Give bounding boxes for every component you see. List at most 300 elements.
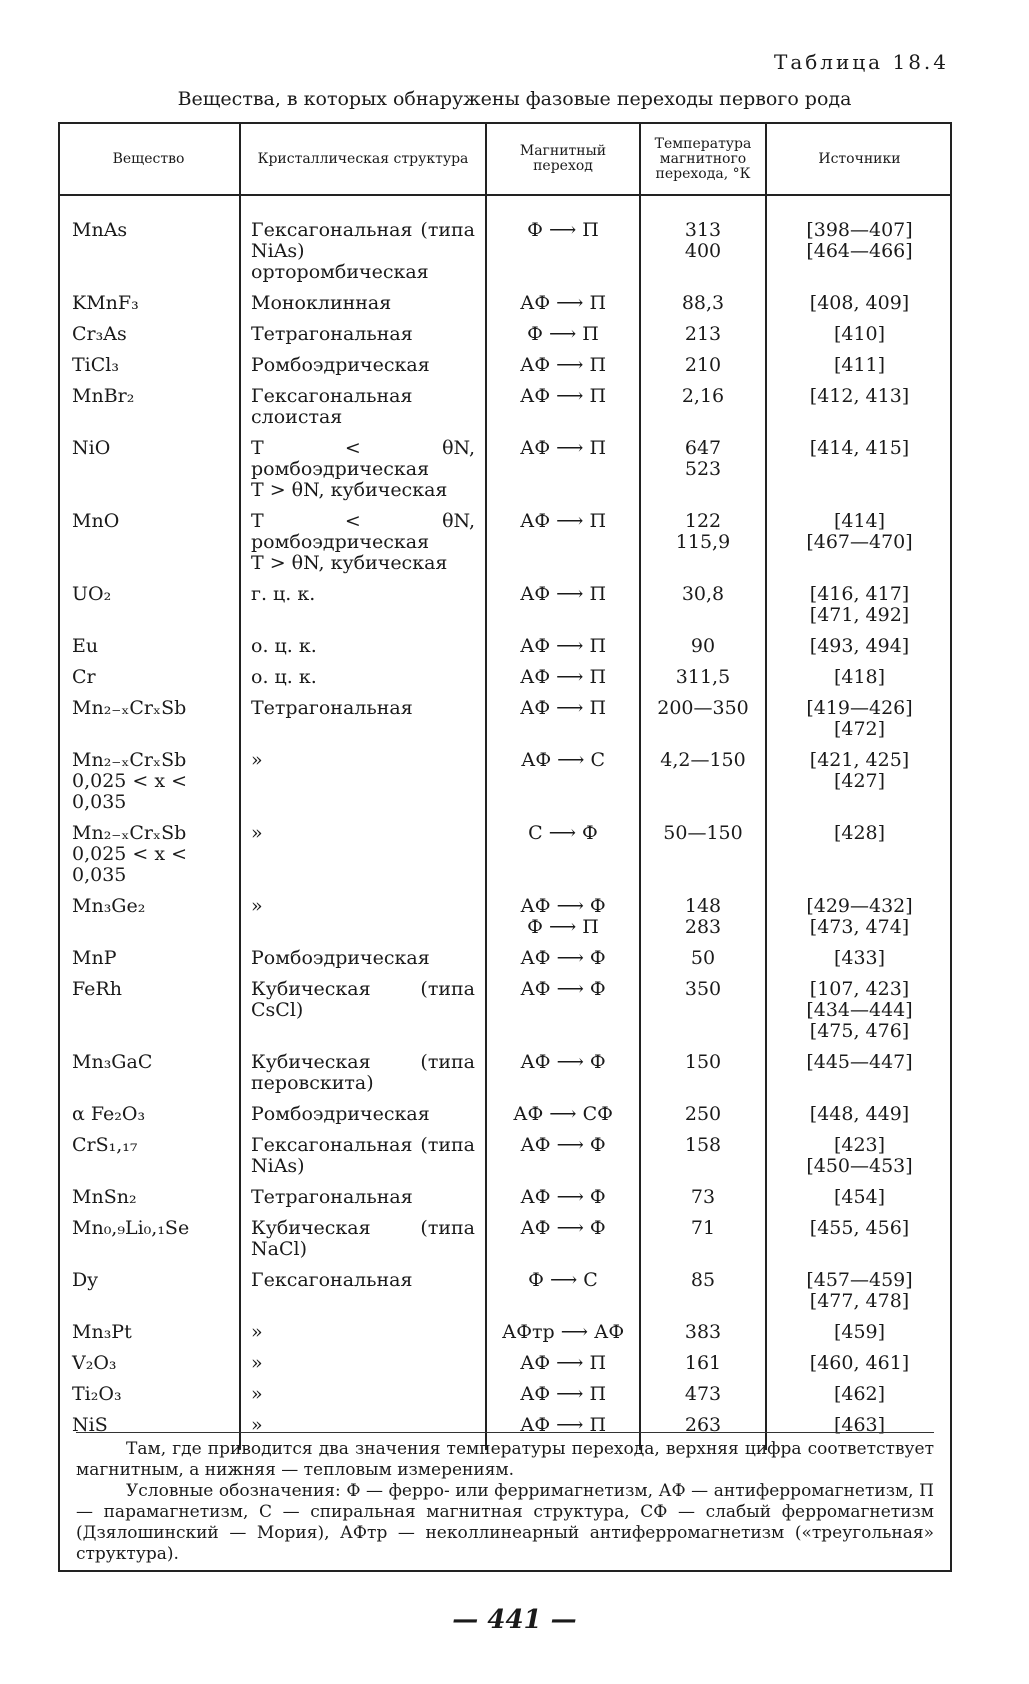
cell-substance <box>58 195 240 293</box>
cell-temperature <box>640 195 766 293</box>
cell-substance <box>58 750 240 823</box>
cell-magnetic <box>486 324 640 355</box>
cell-sources-line: [412, 413] <box>809 385 910 407</box>
cell-temperature <box>640 750 766 823</box>
cell-sources-line: [462] <box>833 1383 886 1405</box>
cell-sources <box>766 195 952 293</box>
cell-structure-line: Ромбоэдрическая <box>251 947 430 969</box>
cell-sources-line: [493, 494] <box>809 635 910 657</box>
cell-magnetic <box>486 355 640 386</box>
table-row <box>58 584 952 636</box>
cell-temperature-line: 71 <box>690 1217 716 1239</box>
cell-substance-line: Mn₂₋ₓCrₓSb <box>72 697 187 719</box>
cell-magnetic <box>486 1135 640 1187</box>
header-sources: Источники <box>766 123 952 195</box>
cell-sources <box>766 1187 952 1218</box>
cell-structure <box>240 1353 486 1384</box>
cell-magnetic <box>486 438 640 511</box>
cell-temperature <box>640 1104 766 1135</box>
cell-temperature-line: 250 <box>684 1103 722 1125</box>
cell-sources-line: [414] <box>833 510 886 532</box>
table-row <box>58 1104 952 1135</box>
cell-sources-line: [450—453] <box>806 1155 913 1177</box>
note-paragraph: Условные обозначения: Ф — ферро- или ферримагнетизм, АФ — антиферромагнетизм, П — парамагнетизм, С — спиральная магнитная структура, СФ — слабый ферромагнетизм (Дзялошинский — Мория), АФтр — неколлинеарный антиферромагнетизм («треугольная» структура). <box>76 1481 934 1564</box>
cell-magnetic-line: АФ ⟶ Ф <box>520 1217 606 1239</box>
cell-structure <box>240 324 486 355</box>
cell-sources <box>766 1322 952 1353</box>
cell-temperature-line: 383 <box>684 1321 722 1343</box>
cell-structure-line: Гексагональная (типа NiAs) орторомбическая <box>251 219 475 283</box>
cell-temperature <box>640 1187 766 1218</box>
table-row <box>58 667 952 698</box>
cell-structure <box>240 667 486 698</box>
cell-sources <box>766 1353 952 1384</box>
cell-magnetic-line: АФ ⟶ Ф <box>520 1051 606 1073</box>
cell-structure-line: Гексагональная (типа NiAs) <box>251 1134 475 1177</box>
table-row <box>58 698 952 750</box>
cell-substance <box>58 324 240 355</box>
cell-structure <box>240 1270 486 1322</box>
header-temperature: Температура магнитного перехода, °К <box>640 123 766 195</box>
table-row <box>58 355 952 386</box>
table-row <box>58 636 952 667</box>
cell-structure-line: Ромбоэдрическая <box>251 1103 430 1125</box>
cell-temperature <box>640 324 766 355</box>
cell-temperature-line: 263 <box>684 1414 722 1436</box>
cell-sources-line: [416, 417] <box>809 583 910 605</box>
cell-temperature <box>640 1270 766 1322</box>
table-row <box>58 1384 952 1415</box>
cell-sources <box>766 1135 952 1187</box>
cell-structure-line: » <box>251 1414 263 1436</box>
cell-structure <box>240 823 486 896</box>
cell-structure-line: Тетрагональная <box>251 697 413 719</box>
cell-sources <box>766 698 952 750</box>
cell-substance-line: CrS₁,₁₇ <box>72 1134 138 1156</box>
cell-magnetic-line: АФ ⟶ П <box>519 583 607 605</box>
cell-structure-line: о. ц. к. <box>251 666 317 688</box>
cell-magnetic-line: АФ ⟶ П <box>519 385 607 407</box>
table-row <box>58 324 952 355</box>
cell-magnetic <box>486 1384 640 1415</box>
cell-sources-line: [463] <box>833 1414 886 1436</box>
cell-substance-line: KMnF₃ <box>72 292 139 314</box>
cell-sources <box>766 667 952 698</box>
cell-sources <box>766 1104 952 1135</box>
cell-temperature-line: 647 <box>684 437 722 459</box>
note-paragraph: Там, где приводится два значения температуры перехода, верхняя цифра соответствует магнитным, а нижняя — тепловым измерениям. <box>76 1439 934 1480</box>
cell-temperature-line: 200—350 <box>657 697 749 719</box>
cell-magnetic-line: АФ ⟶ Ф <box>520 978 606 1000</box>
cell-structure-line: Моноклинная <box>251 292 392 314</box>
cell-sources-line: [410] <box>833 323 886 345</box>
cell-structure-line: » <box>251 1352 263 1374</box>
cell-sources-line: [427] <box>833 770 886 792</box>
cell-sources-line: [429—432] <box>806 895 913 917</box>
cell-temperature-line: 2,16 <box>681 385 725 407</box>
cell-temperature-line: 88,3 <box>681 292 725 314</box>
cell-sources-line: [408, 409] <box>809 292 910 314</box>
cell-substance-line: TiCl₃ <box>72 354 119 376</box>
cell-magnetic <box>486 511 640 584</box>
cell-structure <box>240 1218 486 1270</box>
table-row <box>58 948 952 979</box>
cell-structure <box>240 386 486 438</box>
cell-temperature <box>640 438 766 511</box>
cell-substance-line: MnAs <box>72 219 128 241</box>
cell-structure <box>240 584 486 636</box>
cell-sources-line: [477, 478] <box>809 1290 910 1312</box>
header-substance: Вещество <box>58 123 240 195</box>
table-row <box>58 438 952 511</box>
cell-sources <box>766 511 952 584</box>
cell-magnetic-line: АФ ⟶ П <box>519 354 607 376</box>
cell-substance <box>58 823 240 896</box>
cell-structure <box>240 1104 486 1135</box>
table-row <box>58 1135 952 1187</box>
cell-substance-line: V₂O₃ <box>72 1352 117 1374</box>
cell-magnetic-line: АФтр ⟶ АФ <box>501 1321 625 1343</box>
cell-structure-line: Тетрагональная <box>251 323 413 345</box>
cell-structure-line: Кубическая (типа CsCl) <box>251 978 475 1021</box>
cell-substance-line: 0,025 < x < 0,035 <box>72 843 188 886</box>
header-structure: Кристаллическая структура <box>240 123 486 195</box>
cell-substance-line: Ti₂O₃ <box>72 1383 122 1405</box>
cell-temperature-line: 158 <box>684 1134 722 1156</box>
cell-sources <box>766 896 952 948</box>
cell-temperature-line: 73 <box>690 1186 716 1208</box>
cell-structure <box>240 438 486 511</box>
cell-sources <box>766 1052 952 1104</box>
cell-sources <box>766 1218 952 1270</box>
cell-structure-line: » <box>251 1383 263 1405</box>
cell-magnetic-line: АФ ⟶ П <box>519 666 607 688</box>
cell-sources-line: [455, 456] <box>809 1217 910 1239</box>
table-row <box>58 1270 952 1322</box>
cell-substance-line: Mn₃GaC <box>72 1051 153 1073</box>
cell-sources-line: [419—426] <box>806 697 913 719</box>
cell-substance-line: MnO <box>72 510 120 532</box>
cell-magnetic <box>486 750 640 823</box>
cell-substance <box>58 438 240 511</box>
table-caption: Вещества, в которых обнаружены фазовые переходы первого рода <box>177 88 852 110</box>
cell-magnetic <box>486 636 640 667</box>
cell-magnetic-line: АФ ⟶ СФ <box>513 1103 613 1125</box>
cell-sources <box>766 979 952 1052</box>
cell-magnetic <box>486 667 640 698</box>
table-row <box>58 1187 952 1218</box>
cell-substance <box>58 979 240 1052</box>
cell-sources <box>766 355 952 386</box>
cell-substance <box>58 1135 240 1187</box>
cell-substance <box>58 386 240 438</box>
cell-temperature-line: 50—150 <box>663 822 743 844</box>
cell-magnetic-line: АФ ⟶ П <box>519 510 607 532</box>
cell-temperature <box>640 979 766 1052</box>
cell-sources-line: [473, 474] <box>809 916 910 938</box>
cell-temperature <box>640 355 766 386</box>
cell-temperature <box>640 1322 766 1353</box>
cell-magnetic <box>486 979 640 1052</box>
cell-sources <box>766 1270 952 1322</box>
cell-magnetic-line: АФ ⟶ П <box>519 437 607 459</box>
cell-structure-line: Кубическая (типа NaCl) <box>251 1217 475 1260</box>
cell-sources-line: [418] <box>833 666 886 688</box>
table-row <box>58 1218 952 1270</box>
cell-sources-line: [459] <box>833 1321 886 1343</box>
cell-substance <box>58 1052 240 1104</box>
table-row <box>58 750 952 823</box>
cell-temperature <box>640 667 766 698</box>
cell-structure <box>240 195 486 293</box>
cell-substance-line: FeRh <box>72 978 122 1000</box>
cell-sources-line: [428] <box>833 822 886 844</box>
cell-sources-line: [411] <box>833 354 886 376</box>
cell-sources <box>766 293 952 324</box>
cell-temperature-line: 148 <box>684 895 722 917</box>
cell-sources <box>766 324 952 355</box>
cell-magnetic-line: АФ ⟶ Ф <box>520 1134 606 1156</box>
cell-structure-line: » <box>251 1321 263 1343</box>
cell-substance <box>58 1322 240 1353</box>
cell-magnetic <box>486 293 640 324</box>
cell-sources-line: [472] <box>833 718 886 740</box>
cell-temperature-line: 473 <box>684 1383 722 1405</box>
cell-substance <box>58 584 240 636</box>
cell-magnetic-line: Ф ⟶ П <box>527 323 599 345</box>
cell-sources-line: [471, 492] <box>809 604 910 626</box>
cell-magnetic <box>486 386 640 438</box>
cell-structure <box>240 1135 486 1187</box>
cell-magnetic <box>486 1104 640 1135</box>
transitions-table <box>58 122 952 1450</box>
cell-structure-line: Гексагональная <box>251 1269 413 1291</box>
cell-sources-line: [398—407] <box>806 219 913 241</box>
cell-structure-line: Кубическая (типа перовскита) <box>251 1051 475 1094</box>
cell-temperature-line: 523 <box>684 458 722 480</box>
cell-magnetic <box>486 1353 640 1384</box>
cell-substance-line: NiS <box>72 1414 108 1436</box>
cell-structure <box>240 1384 486 1415</box>
cell-temperature <box>640 1135 766 1187</box>
cell-magnetic <box>486 1218 640 1270</box>
cell-substance-line: Mn₃Ge₂ <box>72 895 146 917</box>
cell-sources <box>766 438 952 511</box>
cell-temperature-line: 150 <box>684 1051 722 1073</box>
cell-structure <box>240 698 486 750</box>
cell-substance-line: NiO <box>72 437 111 459</box>
cell-substance <box>58 293 240 324</box>
cell-structure <box>240 293 486 324</box>
cell-structure-line: T > θN, кубическая <box>251 552 448 574</box>
cell-temperature <box>640 896 766 948</box>
cell-magnetic-line: АФ ⟶ П <box>519 697 607 719</box>
cell-sources-line: [448, 449] <box>809 1103 910 1125</box>
cell-temperature-line: 30,8 <box>681 583 725 605</box>
cell-magnetic <box>486 698 640 750</box>
cell-sources <box>766 750 952 823</box>
cell-substance <box>58 698 240 750</box>
cell-temperature-line: 122 <box>684 510 722 532</box>
cell-temperature <box>640 1052 766 1104</box>
cell-structure-line: о. ц. к. <box>251 635 317 657</box>
cell-substance-line: Cr <box>72 666 96 688</box>
table-row <box>58 979 952 1052</box>
cell-sources-line: [421, 425] <box>809 749 910 771</box>
cell-substance-line: 0,025 < x < 0,035 <box>72 770 188 813</box>
cell-temperature-line: 85 <box>690 1269 716 1291</box>
cell-magnetic-line: АФ ⟶ С <box>520 749 605 771</box>
cell-sources-line: [467—470] <box>806 531 913 553</box>
cell-sources-line: [434—444] <box>806 999 913 1021</box>
cell-structure <box>240 1052 486 1104</box>
cell-magnetic-line: АФ ⟶ Ф <box>520 895 606 917</box>
cell-substance <box>58 1353 240 1384</box>
cell-structure <box>240 1187 486 1218</box>
cell-magnetic <box>486 195 640 293</box>
cell-magnetic <box>486 896 640 948</box>
table-row <box>58 511 952 584</box>
cell-temperature <box>640 1218 766 1270</box>
cell-structure <box>240 896 486 948</box>
header-magnetic: Магнитный переход <box>486 123 640 195</box>
cell-substance-line: Mn₂₋ₓCrₓSb <box>72 749 187 771</box>
cell-substance-line: MnBr₂ <box>72 385 135 407</box>
cell-structure-line: » <box>251 895 263 917</box>
cell-magnetic <box>486 1052 640 1104</box>
cell-magnetic-line: АФ ⟶ Ф <box>520 947 606 969</box>
cell-sources-line: [107, 423] <box>809 978 910 1000</box>
cell-substance-line: α Fe₂O₃ <box>72 1103 146 1125</box>
cell-structure <box>240 355 486 386</box>
cell-magnetic <box>486 823 640 896</box>
cell-structure-line: T < θN, ромбоэдрическая <box>251 510 475 553</box>
cell-magnetic-line: АФ ⟶ Ф <box>520 1186 606 1208</box>
cell-structure <box>240 750 486 823</box>
cell-substance <box>58 667 240 698</box>
cell-structure <box>240 511 486 584</box>
table-row <box>58 386 952 438</box>
cell-structure-line: T > θN, кубическая <box>251 479 448 501</box>
cell-substance-line: Mn₂₋ₓCrₓSb <box>72 822 187 844</box>
cell-structure-line: » <box>251 822 263 844</box>
cell-substance-line: Cr₃As <box>72 323 127 345</box>
page-number: — 441 — <box>452 1605 577 1635</box>
cell-substance <box>58 511 240 584</box>
cell-sources-line: [457—459] <box>806 1269 913 1291</box>
cell-temperature <box>640 823 766 896</box>
table-body <box>58 195 952 1450</box>
cell-magnetic-line: АФ ⟶ П <box>519 1352 607 1374</box>
cell-magnetic-line: АФ ⟶ П <box>519 1383 607 1405</box>
cell-substance <box>58 636 240 667</box>
cell-temperature-line: 400 <box>684 240 722 262</box>
cell-temperature-line: 350 <box>684 978 722 1000</box>
cell-sources-line: [464—466] <box>806 240 913 262</box>
cell-sources-line: [414, 415] <box>809 437 910 459</box>
cell-temperature <box>640 636 766 667</box>
cell-temperature-line: 283 <box>684 916 722 938</box>
cell-temperature-line: 311,5 <box>675 666 731 688</box>
cell-temperature <box>640 511 766 584</box>
cell-substance <box>58 1187 240 1218</box>
cell-structure-line: Ромбоэдрическая <box>251 354 430 376</box>
cell-substance <box>58 1270 240 1322</box>
cell-temperature-line: 161 <box>684 1352 722 1374</box>
cell-sources-line: [445—447] <box>806 1051 913 1073</box>
cell-substance-line: UO₂ <box>72 583 112 605</box>
cell-substance <box>58 1104 240 1135</box>
cell-structure <box>240 979 486 1052</box>
cell-substance-line: Eu <box>72 635 99 657</box>
cell-sources-line: [433] <box>833 947 886 969</box>
cell-sources <box>766 386 952 438</box>
cell-sources <box>766 584 952 636</box>
cell-magnetic-line: Ф ⟶ П <box>527 916 599 938</box>
cell-magnetic <box>486 584 640 636</box>
cell-substance <box>58 355 240 386</box>
cell-substance-line: Mn₃Pt <box>72 1321 132 1343</box>
cell-structure-line: T < θN, ромбоэдрическая <box>251 437 475 480</box>
cell-structure <box>240 636 486 667</box>
cell-substance <box>58 948 240 979</box>
cell-structure-line: Гексагональная слоистая <box>251 385 413 428</box>
cell-substance <box>58 896 240 948</box>
cell-sources-line: [454] <box>833 1186 886 1208</box>
table-notes <box>76 1432 934 1565</box>
cell-temperature-line: 210 <box>684 354 722 376</box>
cell-magnetic-line: АФ ⟶ П <box>519 1414 607 1436</box>
table-row <box>58 896 952 948</box>
cell-temperature-line: 115,9 <box>675 531 731 553</box>
cell-temperature-line: 90 <box>690 635 716 657</box>
table-header-row <box>58 123 952 195</box>
cell-substance-line: MnSn₂ <box>72 1186 137 1208</box>
cell-sources <box>766 948 952 979</box>
cell-temperature <box>640 386 766 438</box>
cell-temperature-line: 4,2—150 <box>660 749 746 771</box>
cell-magnetic <box>486 1187 640 1218</box>
cell-substance-line: Mn₀,₉Li₀,₁Se <box>72 1217 190 1239</box>
cell-structure-line: Тетрагональная <box>251 1186 413 1208</box>
cell-magnetic <box>486 1322 640 1353</box>
cell-substance <box>58 1384 240 1415</box>
cell-structure-line: » <box>251 749 263 771</box>
cell-temperature-line: 213 <box>684 323 722 345</box>
cell-structure <box>240 1322 486 1353</box>
cell-sources-line: [423] <box>833 1134 886 1156</box>
cell-temperature-line: 313 <box>684 219 722 241</box>
cell-temperature <box>640 1384 766 1415</box>
table-row <box>58 1353 952 1384</box>
cell-magnetic <box>486 948 640 979</box>
cell-magnetic-line: АФ ⟶ П <box>519 635 607 657</box>
table-row <box>58 1322 952 1353</box>
cell-sources <box>766 1384 952 1415</box>
cell-magnetic-line: Ф ⟶ С <box>528 1269 598 1291</box>
cell-temperature <box>640 1353 766 1384</box>
cell-temperature <box>640 948 766 979</box>
cell-magnetic-line: С ⟶ Ф <box>528 822 598 844</box>
cell-sources <box>766 823 952 896</box>
cell-temperature-line: 50 <box>690 947 716 969</box>
cell-substance-line: Dy <box>72 1269 98 1291</box>
cell-sources-line: [475, 476] <box>809 1020 910 1042</box>
table-row <box>58 195 952 293</box>
table-row <box>58 823 952 896</box>
cell-temperature <box>640 584 766 636</box>
cell-magnetic-line: Ф ⟶ П <box>527 219 599 241</box>
